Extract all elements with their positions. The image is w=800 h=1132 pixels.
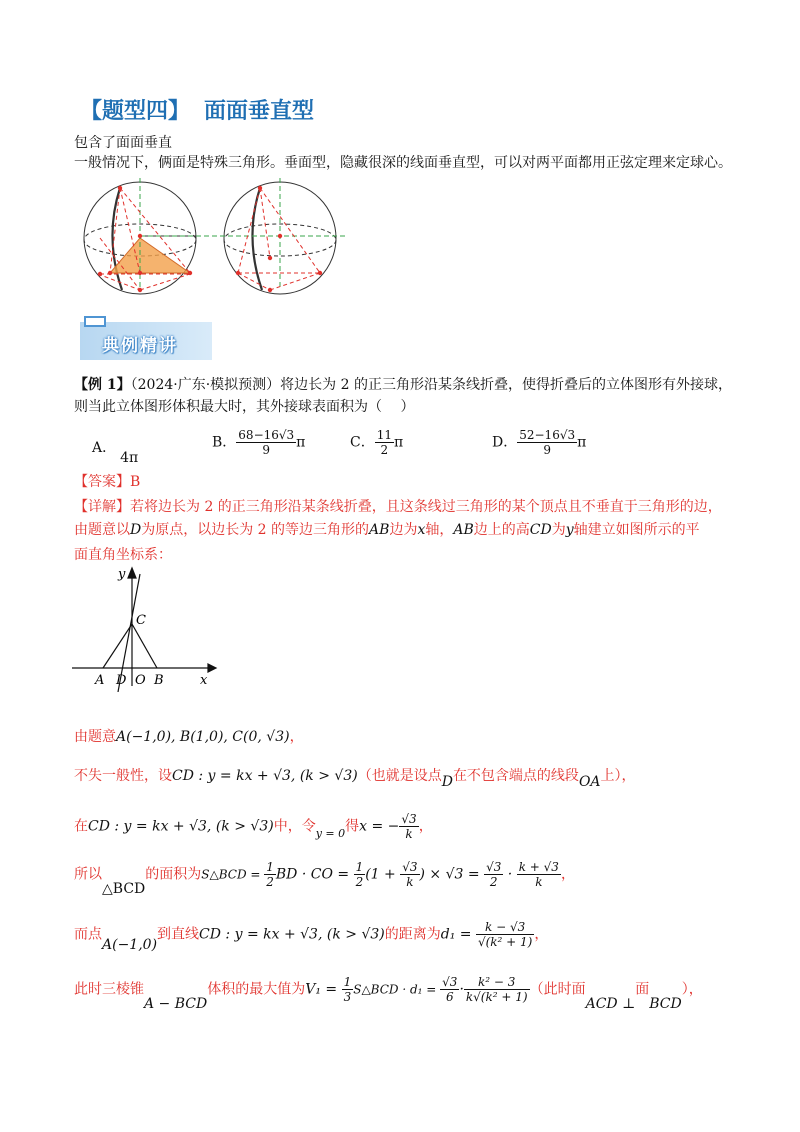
point-d-label: D <box>116 673 127 688</box>
line-bc <box>132 624 157 668</box>
x-arrow <box>208 664 216 672</box>
point-a-label: A <box>95 673 105 688</box>
section-title: 【题型四】 面面垂直型 <box>80 99 315 124</box>
detail-line-2: 由题意以D为原点，以边长为 2 的等边三角形的AB边为x轴，AB边上的高CD为y轴建立如图所示的平 <box>74 522 700 538</box>
step-5: 而点A(−1,0)到直线CD : y = kx + √3, (k > √3)的距离为d₁ = $\frac{k - √3}{\text{√(k² + 1)}}$ ， <box>74 920 549 953</box>
y-label: y <box>118 567 126 582</box>
step-6: 此时三棱锥A − BCD体积的最大值为V₁ = $\frac{1}{3}$ S△BCD · d₁ = $\frac{√3}{6}$ · $\frac{\text{k² − 3}}{\text{k√(k² + 1)}}$ （此时面ACD ⊥面BCD）， <box>74 975 703 1012</box>
example-line-1: 【例 1】（2024·广东·模拟预测）将边长为 2 的正三角形沿某条线折叠，使得折叠后的立体图形有外接球， <box>74 377 732 393</box>
example-line-2: 则当此立体图形体积最大时，其外接球表面积为（ ） <box>74 399 415 415</box>
option-c[interactable]: C． $\frac{11}{2}$ π <box>350 428 404 457</box>
y-arrow <box>128 568 136 578</box>
coordinate-graph <box>70 562 220 692</box>
point-c-label: C <box>136 613 146 628</box>
sphere-figures <box>80 178 360 298</box>
step-2: 不失一般性，设CD : y = kx + √3, (k > √3)（也就是设点D在不包含端点的线段OA上）， <box>74 768 636 790</box>
step-4: 所以△BCD的面积为S△BCD = $\frac{1}{2}$ BD · CO = $\frac{1}{2}$ (1 + $\frac{√3}{k}$ ) × √3 = $\frac{√3}{2}$ · $\frac{k + √3}{k}$ ， <box>74 860 575 897</box>
detail-line-1: 【详解】若将边长为 2 的正三角形沿某条线折叠，且这条线过三角形的某个顶点且不垂直于三角形的边， <box>74 499 722 515</box>
step-1: 由题意A(−1,0), B(1,0), C(0, √3)， <box>74 729 304 745</box>
point-o-label: O <box>135 673 146 688</box>
banner-label: 典例精讲 <box>102 336 178 356</box>
sphere-figure-1 <box>84 178 220 294</box>
intro-line-1: 包含了面面垂直 <box>74 135 172 151</box>
sphere-figure-2 <box>220 178 345 294</box>
step-3: 在CD : y = kx + √3, (k > √3)中，令$_{y = 0}$得x = − $\frac{√3}{k}$ ， <box>74 812 433 841</box>
option-b[interactable]: B． $\frac{68-16√3}{9}$ π <box>212 428 306 457</box>
detail-line-3: 面直角坐标系： <box>74 547 172 563</box>
intro-line-2: 一般情况下，俩面是特殊三角形。垂面型，隐藏很深的线面垂直型，可以对两平面都用正弦定理来定球心。 <box>74 155 732 171</box>
point-b-label: B <box>154 673 164 688</box>
x-label: x <box>200 673 208 688</box>
line-ac <box>103 624 132 668</box>
option-d[interactable]: D． $\frac{52-16√3}{9}$ π <box>492 428 587 457</box>
answer-label: 【答案】B <box>74 474 141 490</box>
option-a[interactable]: A．4π <box>92 440 139 466</box>
banner-tab <box>84 316 106 327</box>
